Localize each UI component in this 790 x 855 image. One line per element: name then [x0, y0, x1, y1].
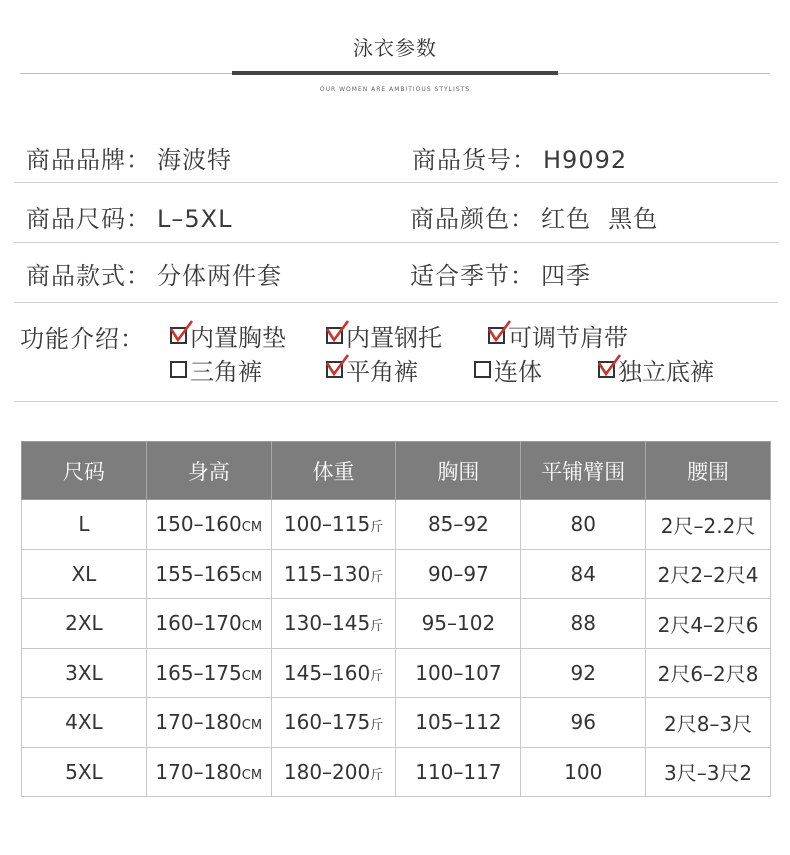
red-check-icon: [324, 319, 350, 345]
cell-weight-value: 160–175: [283, 710, 371, 735]
cell-arm: 80: [521, 500, 646, 550]
cell-weight-unit: 斤: [370, 668, 384, 684]
cell-size: 3XL: [22, 648, 147, 698]
cell-arm: 96: [521, 698, 646, 748]
cell-bust: 105–112: [396, 698, 521, 748]
cell-bust: 95–102: [396, 599, 521, 649]
cell-size: 2XL: [22, 599, 147, 649]
table-row: [22, 648, 771, 698]
info-season-label: 适合季节：: [410, 262, 535, 290]
checkbox-icon: [170, 361, 187, 378]
cell-size: 4XL: [22, 698, 147, 748]
cell-waist: 2尺8–3尺: [646, 698, 771, 748]
red-check-icon: [596, 353, 622, 379]
info-size-label: 商品尺码：: [26, 205, 151, 233]
cell-height-unit: CM: [241, 520, 263, 536]
checkbox-icon: [326, 327, 343, 344]
cell-size: L: [22, 500, 147, 550]
cell-waist: 2尺4–2尺6: [646, 599, 771, 649]
cell-arm: 84: [521, 549, 646, 599]
info-style-label: 商品款式：: [26, 262, 151, 290]
page-subtitle: OUR WOMEN ARE AMBITIOUS STYLISTS: [319, 86, 471, 93]
table-header-row: [22, 442, 771, 500]
column-header-bust: 胸围: [396, 442, 521, 500]
cell-weight-unit: 斤: [370, 520, 384, 536]
cell-size: XL: [22, 549, 147, 599]
cell-height: [146, 500, 271, 550]
info-code-label: 商品货号：: [412, 146, 537, 174]
feature-option: [170, 318, 286, 353]
cell-bust: 110–117: [396, 747, 521, 797]
cell-height-value: 150–160: [155, 512, 242, 537]
cell-weight: [271, 500, 396, 550]
checkbox-icon: [488, 327, 505, 344]
cell-weight-unit: 斤: [370, 767, 384, 783]
info-style-value: 分体两件套: [157, 262, 282, 290]
info-color: [410, 199, 658, 234]
info-style: [26, 256, 282, 291]
cell-bust: 100–107: [396, 648, 521, 698]
column-header-size: 尺码: [22, 442, 147, 500]
checkbox-icon: [170, 327, 187, 344]
feature-option-label: 独立底裤: [618, 358, 714, 386]
cell-height: [146, 599, 271, 649]
checkbox-icon: [326, 361, 343, 378]
cell-arm: 100: [521, 747, 646, 797]
column-header-waist: 腰围: [646, 442, 771, 500]
info-brand-value: 海波特: [157, 146, 232, 174]
red-check-icon: [324, 353, 350, 379]
feature-option-label: 内置胸垫: [190, 324, 286, 352]
cell-bust: 90–97: [396, 549, 521, 599]
info-color-value: 红色 黑色: [541, 205, 659, 233]
column-header-height: 身高: [146, 442, 271, 500]
page-title: 泳衣参数: [353, 36, 437, 60]
checkbox-icon: [598, 361, 615, 378]
table-row: [22, 698, 771, 748]
cell-height-value: 170–180: [155, 710, 242, 735]
cell-waist: 2尺–2.2尺: [646, 500, 771, 550]
table-row: [22, 747, 771, 797]
feature-option: [488, 318, 628, 353]
title-accent-bar: [232, 71, 558, 75]
info-divider: [14, 242, 778, 243]
cell-arm: 92: [521, 648, 646, 698]
checkbox-icon: [474, 361, 491, 378]
feature-option-label: 连体: [494, 358, 542, 386]
table-row: [22, 549, 771, 599]
cell-weight-unit: 斤: [370, 718, 384, 734]
feature-option: [598, 352, 714, 387]
cell-height-unit: CM: [241, 767, 263, 783]
cell-height-unit: CM: [241, 619, 263, 635]
feature-option-label: 平角裤: [346, 358, 418, 386]
info-code: [412, 140, 627, 175]
cell-waist: 2尺2–2尺4: [646, 549, 771, 599]
feature-option: [474, 352, 542, 387]
cell-waist: 2尺6–2尺8: [646, 648, 771, 698]
cell-weight-value: 145–160: [283, 660, 371, 685]
feature-option-label: 内置钢托: [346, 324, 442, 352]
info-season-value: 四季: [541, 262, 591, 290]
cell-weight: [271, 599, 396, 649]
cell-height: [146, 747, 271, 797]
feature-option-label: 三角裤: [190, 358, 262, 386]
cell-weight: [271, 747, 396, 797]
cell-weight-value: 115–130: [283, 561, 371, 586]
cell-height: [146, 698, 271, 748]
cell-weight-unit: 斤: [370, 569, 384, 585]
cell-bust: 85–92: [396, 500, 521, 550]
red-check-icon: [486, 319, 512, 345]
cell-weight-value: 180–200: [283, 759, 371, 784]
cell-height-value: 165–175: [155, 660, 242, 685]
feature-option: [170, 352, 262, 387]
cell-height-unit: CM: [241, 668, 263, 684]
info-size-value: L–5XL: [157, 205, 233, 233]
cell-weight-value: 130–145: [283, 611, 371, 636]
size-table: [21, 441, 771, 797]
info-divider: [14, 401, 778, 402]
feature-option: [326, 352, 418, 387]
cell-weight: [271, 648, 396, 698]
table-row: [22, 500, 771, 550]
table-row: [22, 599, 771, 649]
cell-weight-unit: 斤: [370, 619, 384, 635]
info-color-label: 商品颜色：: [410, 205, 535, 233]
cell-height: [146, 549, 271, 599]
info-code-value: H9092: [543, 146, 628, 174]
cell-weight: [271, 698, 396, 748]
info-brand: [26, 140, 232, 175]
info-season: [410, 256, 591, 291]
cell-waist: 3尺–3尺2: [646, 747, 771, 797]
cell-height: [146, 648, 271, 698]
cell-size: 5XL: [22, 747, 147, 797]
cell-height-unit: CM: [241, 718, 263, 734]
features-label: 功能介绍：: [20, 325, 145, 353]
feature-option-label: 可调节肩带: [508, 324, 628, 352]
cell-arm: 88: [521, 599, 646, 649]
column-header-weight: 体重: [271, 442, 396, 500]
cell-height-value: 155–165: [155, 561, 242, 586]
cell-weight: [271, 549, 396, 599]
cell-height-unit: CM: [241, 569, 263, 585]
red-check-icon: [168, 319, 194, 345]
cell-weight-value: 100–115: [283, 512, 371, 537]
feature-option: [326, 318, 442, 353]
info-brand-label: 商品品牌：: [26, 146, 151, 174]
cell-height-value: 160–170: [155, 611, 242, 636]
info-size: [26, 199, 232, 234]
info-divider: [14, 182, 778, 183]
cell-height-value: 170–180: [155, 759, 242, 784]
column-header-arm: 平铺臂围: [521, 442, 646, 500]
info-divider: [14, 302, 778, 303]
